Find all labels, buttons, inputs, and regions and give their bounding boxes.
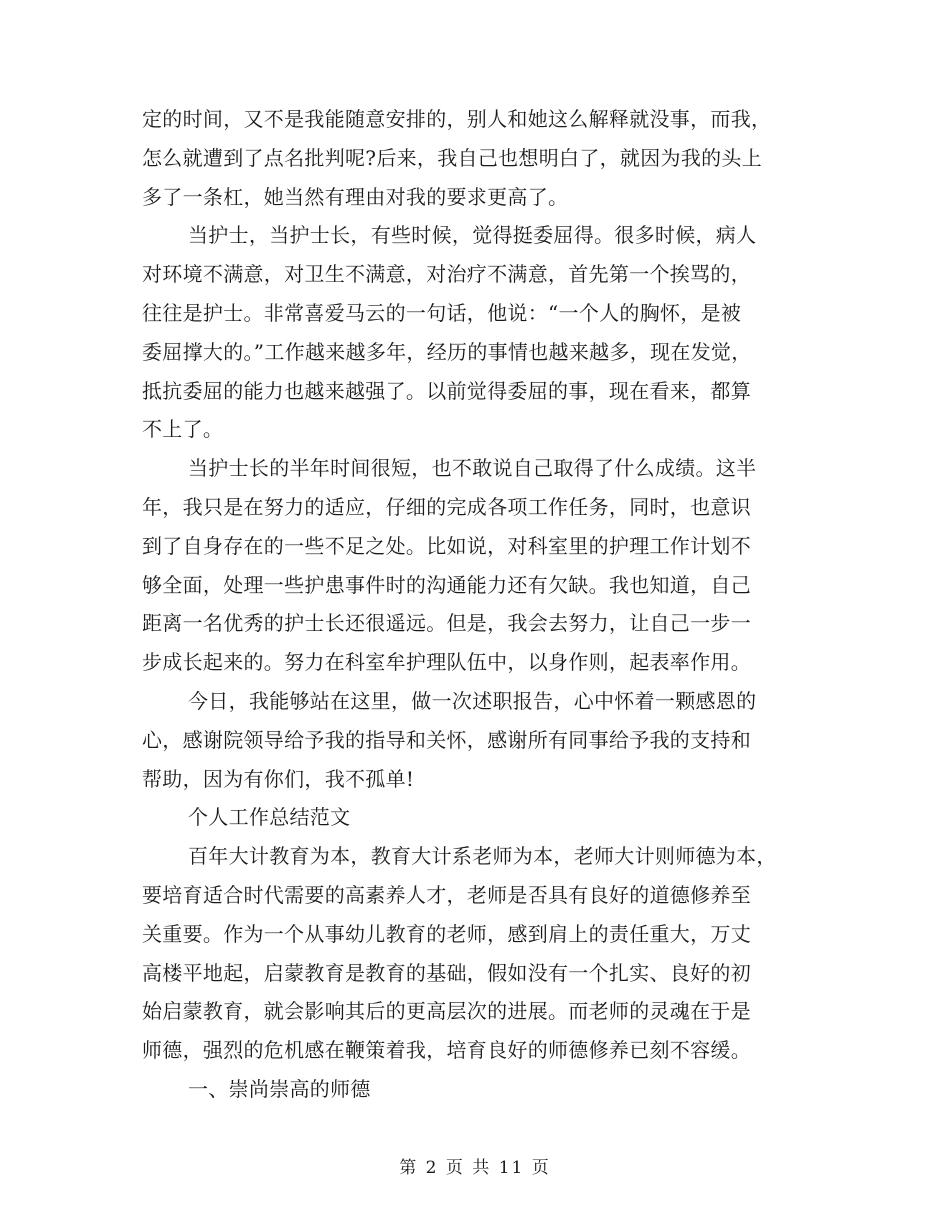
document-body <box>142 100 812 1109</box>
text-line: 关重要。作为一个从事幼儿教育的老师，感到肩上的责任重大，万丈 <box>142 921 751 946</box>
text-line: 帮助，因为有你们，我不孤单! <box>142 766 415 791</box>
paragraph-first-line: 当护士，当护士长，有些时候，觉得挺委屈得。很多时候，病人 <box>188 223 757 248</box>
text-line: 到了自身存在的一些不足之处。比如说，对科室里的护理工作计划不 <box>142 533 751 558</box>
text-line: 多了一条杠，她当然有理由对我的要求更高了。 <box>142 184 569 209</box>
text-line: 不上了。 <box>142 417 224 442</box>
text-line: 步成长起来的。努力在科室牟护理队伍中，以身作则，起表率作用。 <box>142 650 751 675</box>
text-line: 对环境不满意，对卫生不满意，对治疗不满意，首先第一个挨骂的， <box>142 262 751 287</box>
text-line: 始启蒙教育，就会影响其后的更高层次的进展。而老师的灵魂在于是 <box>142 999 751 1024</box>
text-line: 怎么就遭到了点名批判呢?后来，我自己也想明白了，就因为我的头上 <box>142 145 763 170</box>
text-line: 够全面，处理一些护患事件时的沟通能力还有欠缺。我也知道，自己 <box>142 572 751 597</box>
text-line: 距离一名优秀的护士长还很遥远。但是，我会去努力，让自己一步一 <box>142 611 751 636</box>
text-line: 委屈撑大的。”工作越来越多年，经历的事情也越来越多，现在发觉， <box>142 339 752 364</box>
paragraph-first-line: 百年大计教育为本，教育大计系老师为本，老师大计则师德为本， <box>188 844 777 869</box>
text-line: 心，感谢院领导给予我的指导和关怀，感谢所有同事给予我的支持和 <box>142 727 751 752</box>
paragraph-first-line: 当护士长的半年时间很短，也不敢说自己取得了什么成绩。这半 <box>188 456 757 481</box>
text-line: 师德，强烈的危机感在鞭策着我，培育良好的师德修养已刻不容缓。 <box>142 1038 751 1063</box>
section-title: 个人工作总结范文 <box>188 805 351 830</box>
paragraph-first-line: 今日，我能够站在这里，做一次述职报告，心中怀着一颗感恩的 <box>188 688 757 713</box>
page-number-footer: 第 2 页 共 11 页 <box>399 1158 551 1178</box>
text-line: 抵抗委屈的能力也越来越强了。以前觉得委屈的事，现在看来，都算 <box>142 378 751 403</box>
text-line: 年，我只是在努力的适应，仔细的完成各项工作任务，同时，也意识 <box>142 494 751 519</box>
text-line: 定的时间，又不是我能随意安排的，别人和她这么解释就没事，而我， <box>142 107 772 131</box>
text-line: 高楼平地起，启蒙教育是教育的基础，假如没有一个扎实、良好的初 <box>142 960 751 985</box>
section-heading: 一、崇尚崇高的师德 <box>188 1076 371 1101</box>
text-line: 往往是护士。非常喜爱马云的一句话，他说：“一个人的胸怀，是被 <box>142 300 742 325</box>
text-line: 要培育适合时代需要的高素养人才，老师是否具有良好的道德修养至 <box>142 882 751 907</box>
